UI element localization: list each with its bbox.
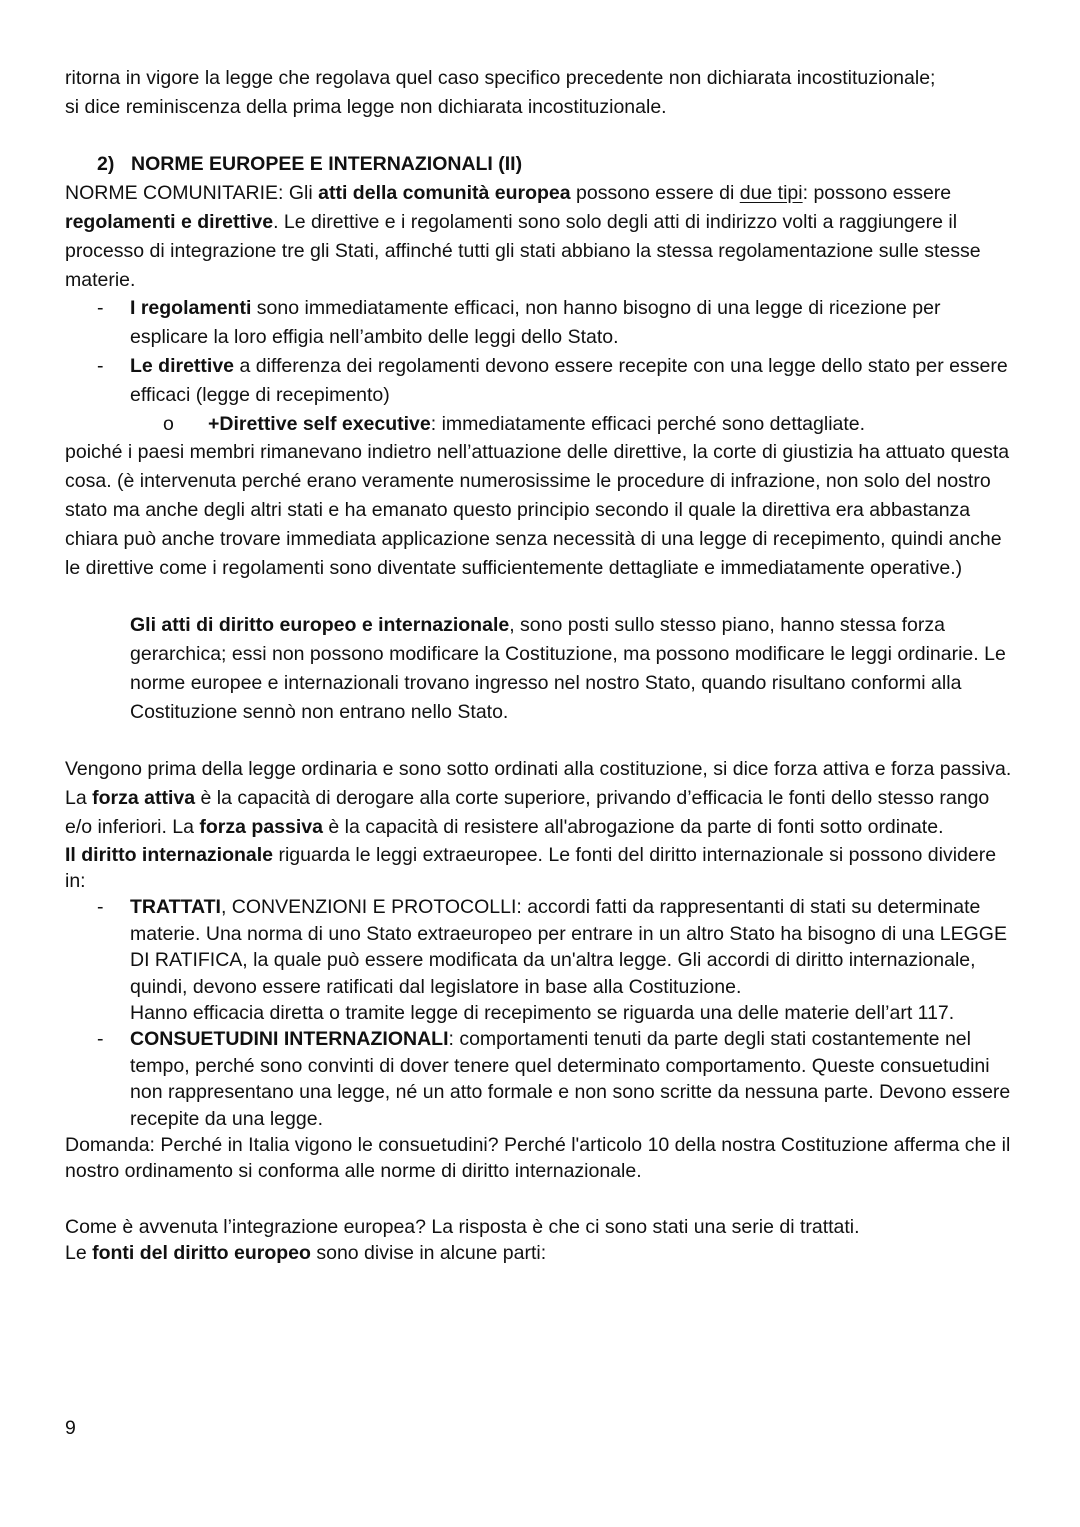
spacer (65, 122, 1015, 151)
diritto-internazionale-paragraph: Il diritto internazionale riguarda le leggi extraeuropee. Le fonti del diritto internazionale si possono dividere in: (65, 843, 997, 892)
bullet-circle: o (163, 412, 174, 435)
list-item-trattati: - TRATTATI, CONVENZIONI E PROTOCOLLI: accordi fatti da rappresentanti di stati su determinate materie. Una norma di uno Stato extraeuropeo per entrare in un altro Stato ha bisogno di una LEGGE DI RATIFICA, la quale può essere modificata da un'altra legge. Gli accordi di diritto internazionale, quindi, devono essere ratificati dal legislatore in base alla Costituzione. Hanno efficacia diretta o tramite legge di recepimento se riguarda una delle materie dell’art 117. (97, 896, 1007, 1024)
integrazione-paragraph: Come è avvenuta l’integrazione europea? La risposta è che ci sono stati una serie di trattati. (65, 1215, 860, 1238)
bullet-dash: - (97, 1028, 104, 1051)
section-heading (65, 150, 1015, 179)
spacer (65, 726, 1015, 755)
spacer (65, 1185, 1015, 1214)
list-item-consuetudini: - CONSUETUDINI INTERNAZIONALI: comportamenti tenuti da parte degli stati costantemente nel tempo, perché sono convinti di dover tenere quel determinato comportamento. Queste consuetudini non rappresentano una legge, né un atto formale e non sono scritte da nessuna parte. Devono essere recepite da una legge. (97, 1028, 1011, 1130)
bullet-dash: - (97, 297, 104, 320)
list-item-regolamenti: - I regolamenti sono immediatamente efficaci, non hanno bisogno di una legge di ricezione per esplicare la loro effigia nell’ambito delle leggi dello Stato. (65, 294, 1015, 352)
list-item-direttive: - Le direttive a differenza dei regolamenti devono essere recepite con una legge dello stato per essere efficaci (legge di recepimento) (65, 352, 1015, 410)
atti-diritto-paragraph: Gli atti di diritto europeo e internazionale, sono posti sullo stesso piano, hanno stessa forza gerarchica; essi non possono modificare la Costituzione, ma possono modificare le leggi ordinarie. Le norme europee e internazionali trovano ingresso nel nostro Stato, quando risultano conformi alla Costituzione sennò non entrano nello Stato. (130, 614, 1006, 723)
section-number: 2) (97, 153, 115, 176)
spacer (65, 582, 1015, 611)
intro-paragraph: ritorna in vigore la legge che regolava quel caso specifico precedente non dichiarata incostituzionale; si dice reminiscenza della prima legge non dichiarata incostituzionale. (65, 67, 936, 118)
poiche-paragraph: poiché i paesi membri rimanevano indietro nell’attuazione delle direttive, la corte di giustizia ha attuato questa cosa. (è intervenuta perché erano veramente numerosissime le procedure di infrazione, non solo del nostro stato ma anche degli altri stati e ha emanato questo principio secondo il quale la direttiva era abbastanza chiara può anche trovare immediata applicazione senza necessità di una legge di recepimento, quindi anche le direttive come i regolamenti sono diventate sufficientemente dettagliate e immediatamente operative.) (65, 441, 1010, 579)
forza-paragraph: Vengono prima della legge ordinaria e sono sotto ordinati alla costituzione, si dice forza attiva e forza passiva. La forza attiva è la capacità di derogare alla corte superiore, privando d’efficacia le fonti dello stesso rango e/o inferiori. La forza passiva è la capacità di resistere all'abrogazione da parte di fonti sotto ordinate. (65, 758, 1012, 838)
bullet-dash: - (97, 896, 104, 919)
sub-item-self-executive: o +Direttive self executive: immediatamente efficaci perché sono dettagliate. (65, 410, 1015, 439)
document-page (65, 64, 1015, 1266)
section-title: NORME EUROPEE E INTERNAZIONALI (II) (131, 153, 523, 176)
fonti-paragraph: Le fonti del diritto europeo sono divise in alcune parti: (65, 1242, 547, 1264)
norme-comunitarie-paragraph: NORME COMUNITARIE: Gli atti della comunità europea possono essere di due tipi: possono essere regolamenti e direttive. Le direttive e i regolamenti sono solo degli atti di indirizzo volti a raggiungere il processo di integrazione tre gli Stati, affinché tutti gli stati abbiano la stessa regolamentazione sulle stesse materie. (65, 182, 981, 291)
bullet-dash: - (97, 354, 104, 377)
page-number: 9 (65, 1417, 76, 1439)
domanda-paragraph: Domanda: Perché in Italia vigono le consuetudini? Perché l'articolo 10 della nostra Costituzione afferma che il nostro ordinamento si conforma alle norme di diritto internazionale. (65, 1133, 1011, 1183)
